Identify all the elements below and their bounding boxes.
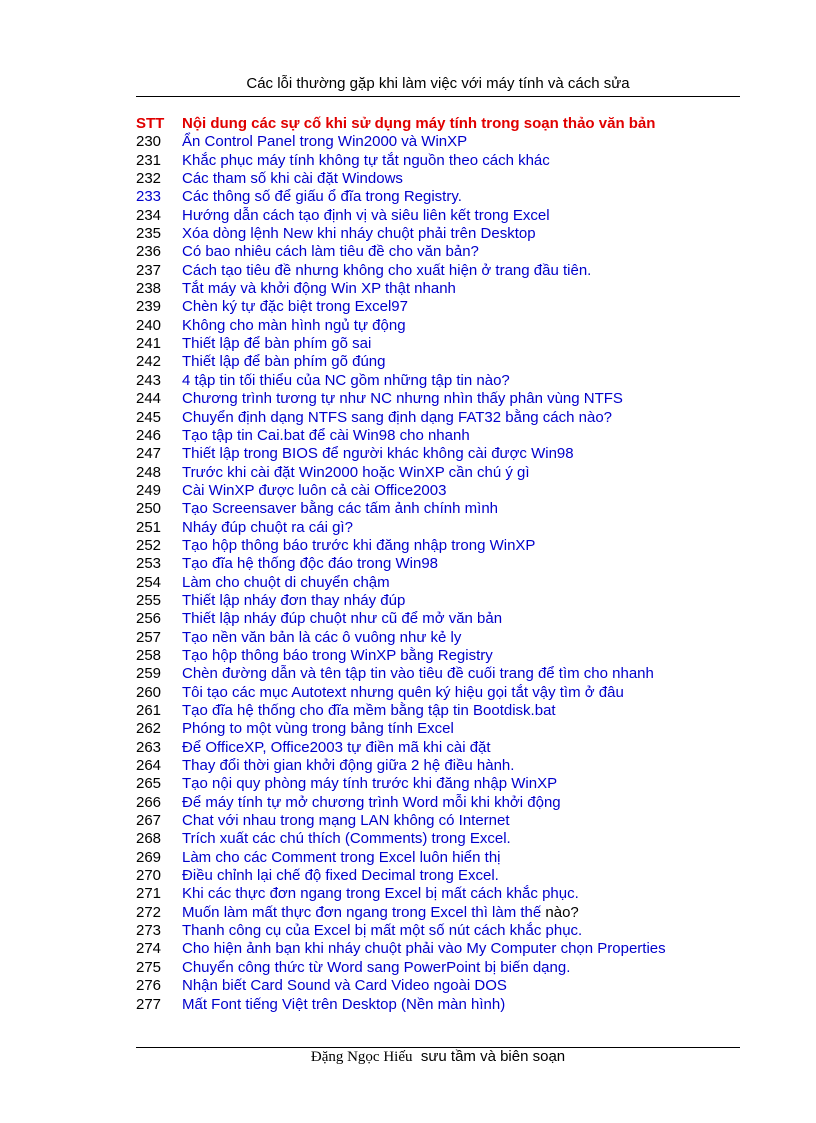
item-title [182, 647, 493, 665]
item-number: 271 [136, 885, 162, 903]
item-number: 239 [136, 298, 162, 316]
item-title-text: Chat với nhau trong mạng LAN không có Internet [182, 812, 510, 830]
item-number: 252 [136, 536, 162, 554]
item-title-text: Tạo đĩa hệ thống cho đĩa mềm bằng tập tin Bootdisk.bat [182, 702, 556, 719]
item-number: 273 [136, 922, 162, 940]
item-title [182, 940, 666, 958]
item-title [182, 298, 408, 316]
list-item [136, 500, 756, 518]
list-item [136, 464, 756, 482]
item-title-text: Để OfficeXP, Office2003 tự điền mã khi cài đặt [182, 738, 491, 756]
item-number: 247 [136, 445, 162, 463]
item-title-text: Thay đổi thời gian khởi động giữa 2 hệ điều hành. [182, 757, 515, 775]
item-title [182, 188, 462, 206]
list-item [136, 757, 756, 775]
item-title [182, 280, 456, 298]
item-number: 274 [136, 940, 162, 958]
col-header-content: Nội dung các sự cố khi sử dụng máy tính trong soạn thảo văn bản [182, 115, 656, 132]
item-title [182, 904, 579, 922]
item-number: 257 [136, 628, 162, 646]
item-title [182, 409, 612, 427]
item-title [182, 684, 624, 702]
item-title [182, 996, 505, 1014]
list-item [136, 665, 756, 683]
item-title [182, 977, 507, 995]
list-item [136, 317, 756, 335]
item-number: 275 [136, 958, 162, 976]
item-title [182, 830, 511, 848]
list-item [136, 262, 756, 280]
item-number: 277 [136, 995, 162, 1013]
item-number: 249 [136, 481, 162, 499]
item-number: 267 [136, 812, 162, 830]
item-title [182, 739, 491, 757]
item-title [182, 152, 550, 170]
footer-author: Đặng Ngọc Hiếu [310, 1049, 413, 1065]
item-title-text: Có bao nhiêu cách làm tiêu đề cho văn bản? [182, 243, 479, 261]
item-title-text: Thiết lập trong BIOS để người khác không cài được Win98 [182, 445, 574, 463]
item-number: 263 [136, 738, 162, 756]
item-title-text: Thanh công cụ của Excel bị mất một số nút cách khắc phục. [182, 922, 583, 940]
list-item [136, 188, 756, 206]
item-number: 230 [136, 133, 162, 151]
item-title [182, 867, 499, 885]
item-title [182, 537, 535, 555]
list-item [136, 427, 756, 445]
item-title-text: Không cho màn hình ngủ tự động [182, 316, 406, 334]
item-number: 244 [136, 390, 162, 408]
item-title [182, 702, 556, 720]
page-footer [136, 1047, 740, 1067]
item-title-text: Khắc phục máy tính không tự tắt nguồn theo cách khác [182, 151, 550, 169]
item-title [182, 812, 510, 830]
item-number: 243 [136, 371, 162, 389]
item-title [182, 959, 570, 977]
item-number: 241 [136, 335, 162, 353]
list-item [136, 280, 756, 298]
item-title [182, 519, 353, 537]
list-item [136, 977, 756, 995]
item-title [182, 390, 623, 408]
item-number: 264 [136, 757, 162, 775]
item-number: 251 [136, 518, 162, 536]
list-item [136, 867, 756, 885]
item-number: 236 [136, 243, 162, 261]
item-title [182, 775, 557, 793]
list-item [136, 353, 756, 371]
item-number: 240 [136, 316, 162, 334]
list-item [136, 720, 756, 738]
item-title-text: Khi các thực đơn ngang trong Excel bị mất cách khắc phục. [182, 885, 579, 903]
item-number: 253 [136, 555, 162, 573]
item-number: 245 [136, 408, 162, 426]
item-title-text: Tạo Screensaver bằng các tấm ảnh chính mình [182, 500, 499, 518]
item-title-text: Hướng dẫn cách tạo định vị và siêu liên kết trong Excel [182, 206, 550, 224]
item-number: 268 [136, 830, 162, 848]
item-title [182, 610, 502, 628]
list-item [136, 904, 756, 922]
list-item [136, 482, 756, 500]
item-number: 261 [136, 702, 162, 719]
list-item [136, 445, 756, 463]
item-title-text: Các thông số để giấu ổ đĩa trong Registry. [182, 188, 462, 206]
list-item [136, 922, 756, 940]
list-item [136, 335, 756, 353]
item-title [182, 665, 654, 683]
list-item [136, 409, 756, 427]
list-item [136, 372, 756, 390]
item-number: 260 [136, 683, 162, 701]
item-number: 256 [136, 610, 162, 628]
item-title-text: Thiết lập nháy đúp chuột như cũ để mở văn bản [182, 610, 503, 628]
item-title [182, 207, 550, 225]
item-title-text: Làm cho chuột di chuyển chậm [182, 573, 390, 591]
footer-note [417, 1048, 565, 1065]
list-item [136, 390, 756, 408]
item-number: 272 [136, 903, 162, 921]
item-title-text: Chuyển định dạng NTFS sang định dạng FAT32 bằng cách nào? [182, 408, 613, 426]
item-title-text: Tạo nền văn bản là các ô vuông như kẻ ly [182, 628, 462, 646]
list-item [136, 812, 756, 830]
item-title-text: Tạo đĩa hệ thống độc đáo trong Win98 [182, 555, 439, 573]
list-item [136, 684, 756, 702]
item-title-text: Chèn đường dẫn và tên tập tin vào tiêu đề cuối trang để tìm cho nhanh [182, 665, 654, 683]
item-title-text: Tôi tạo các mục Autotext nhưng quên ký hiệu gọi tắt vậy tìm ở đâu [182, 683, 624, 701]
item-title [182, 335, 371, 353]
item-title-text: Phóng to một vùng trong bảng tính Excel [182, 720, 454, 738]
item-number: 276 [136, 977, 162, 995]
item-title-text: Thiết lập để bàn phím gõ sai [182, 335, 372, 353]
item-title-text: Ẩn Control Panel trong Win2000 và WinXP [182, 133, 468, 151]
item-title [182, 427, 470, 445]
list-item [136, 133, 756, 151]
item-title-text: Chuyển công thức từ Word sang PowerPoint bị biến dạng. [182, 958, 571, 976]
list-item [136, 170, 756, 188]
item-title-text: Trích xuất các chú thích (Comments) trong Excel. [182, 830, 511, 848]
list-item [136, 959, 756, 977]
item-number: 255 [136, 591, 162, 609]
item-title [182, 445, 574, 463]
item-title [182, 133, 467, 151]
list-item [136, 574, 756, 592]
item-title [182, 574, 390, 592]
item-title-text: Nhận biết Card Sound và Card Video ngoài DOS [182, 977, 507, 995]
item-title-text: 4 tập tin tối thiểu của NC gồm những tập tin nào? [182, 371, 510, 389]
item-title [182, 243, 479, 261]
item-number: 235 [136, 225, 162, 243]
list-header-row [136, 115, 756, 133]
item-number: 246 [136, 426, 162, 444]
list-item [136, 243, 756, 261]
item-title-text: Mất Font tiếng Việt trên Desktop (Nền màn hình) [182, 995, 506, 1013]
item-title-text: Để máy tính tự mở chương trình Word mỗi khi khởi động [182, 793, 561, 811]
item-number: 259 [136, 665, 162, 683]
item-title-text: Cho hiện ảnh bạn khi nháy chuột phải vào My Computer chọn Properties [182, 940, 666, 958]
item-number: 262 [136, 720, 162, 738]
item-title [182, 170, 403, 188]
item-title-text: Chèn ký tự đặc biệt trong Excel97 [182, 298, 408, 316]
item-title-text: Tạo hộp thông báo trước khi đăng nhập trong WinXP [182, 536, 536, 554]
item-title-text: Cài WinXP được luôn cả cài Office2003 [182, 481, 447, 499]
item-number: 248 [136, 463, 162, 481]
item-title-text: Thiết lập để bàn phím gõ đúng [182, 353, 386, 371]
item-number: 237 [136, 261, 162, 279]
item-title [182, 849, 501, 867]
footer-note-text: sưu tầm và biên soạn [420, 1048, 566, 1065]
item-title-text: Làm cho các Comment trong Excel luôn hiển thị [182, 848, 501, 866]
item-number: 254 [136, 573, 162, 591]
list-item [136, 555, 756, 573]
item-number: 258 [136, 646, 162, 664]
list-item [136, 207, 756, 225]
item-number: 266 [136, 793, 162, 811]
list-item [136, 592, 756, 610]
list-item [136, 775, 756, 793]
col-header-number: STT [136, 115, 165, 132]
item-title-text: Trước khi cài đặt Win2000 hoặc WinXP cần chú ý gì [182, 463, 530, 481]
item-number: 270 [136, 867, 162, 885]
item-title [182, 720, 454, 738]
page-header-title: Các lỗi thường gặp khi làm việc với máy tính và cách sửa [246, 75, 630, 92]
list-item [136, 298, 756, 316]
item-title [182, 757, 514, 775]
list-item [136, 739, 756, 757]
item-title-text: Chương trình tương tự như NC nhưng nhìn thấy phân vùng NTFS [182, 390, 623, 408]
item-title-text: Thiết lập nháy đơn thay nháy đúp [182, 591, 406, 609]
item-title [182, 500, 498, 518]
list-item [136, 647, 756, 665]
list-item [136, 996, 756, 1014]
header-divider [136, 96, 740, 97]
item-title [182, 482, 446, 500]
item-number: 250 [136, 500, 162, 518]
item-title-text: Tạo nội quy phòng máy tính trước khi đăng nhập WinXP [182, 775, 558, 793]
list-item [136, 225, 756, 243]
item-title-tail: nào? [541, 903, 579, 921]
item-number: 234 [136, 206, 162, 224]
item-number: 269 [136, 848, 162, 866]
list-item [136, 940, 756, 958]
item-title [182, 629, 461, 647]
item-title-text: Nháy đúp chuột ra cái gì? [182, 518, 353, 536]
item-number: 233 [136, 188, 162, 206]
list-item [136, 152, 756, 170]
list-item [136, 610, 756, 628]
item-title-text: Cách tạo tiêu đề nhưng không cho xuất hiện ở trang đầu tiên. [182, 261, 592, 279]
item-number: 238 [136, 280, 162, 298]
item-title [182, 464, 530, 482]
item-title [182, 353, 385, 371]
item-title [182, 592, 405, 610]
item-title [182, 225, 536, 243]
item-number: 242 [136, 353, 162, 371]
list-item [136, 849, 756, 867]
item-title-text: Tắt máy và khởi động Win XP thật nhanh [182, 280, 456, 298]
item-title [182, 922, 582, 940]
item-title-text: Điều chỉnh lại chế độ fixed Decimal trong Excel. [182, 867, 499, 885]
list-item [136, 629, 756, 647]
list-item [136, 537, 756, 555]
list-item [136, 794, 756, 812]
item-title-text: Các tham số khi cài đặt Windows [182, 170, 403, 188]
item-title-text: Tạo tập tin Cai.bat để cài Win98 cho nhanh [182, 426, 470, 444]
item-title [182, 555, 438, 573]
item-title [182, 885, 579, 903]
item-title-text: Tạo hộp thông báo trong WinXP bằng Registry [182, 646, 493, 664]
item-number: 265 [136, 775, 162, 793]
list-item [136, 519, 756, 537]
item-number: 232 [136, 170, 162, 188]
item-title [182, 794, 561, 812]
item-title [182, 372, 510, 390]
list-item [136, 885, 756, 903]
list-item [136, 830, 756, 848]
topic-list [136, 115, 756, 1014]
item-title [182, 262, 591, 280]
item-title-text: Muốn làm mất thực đơn ngang trong Excel thì làm thế [182, 903, 542, 921]
item-title-text: Xóa dòng lệnh New khi nháy chuột phải trên Desktop [182, 225, 536, 243]
item-number: 231 [136, 151, 162, 169]
list-item [136, 702, 756, 720]
item-title [182, 317, 406, 335]
